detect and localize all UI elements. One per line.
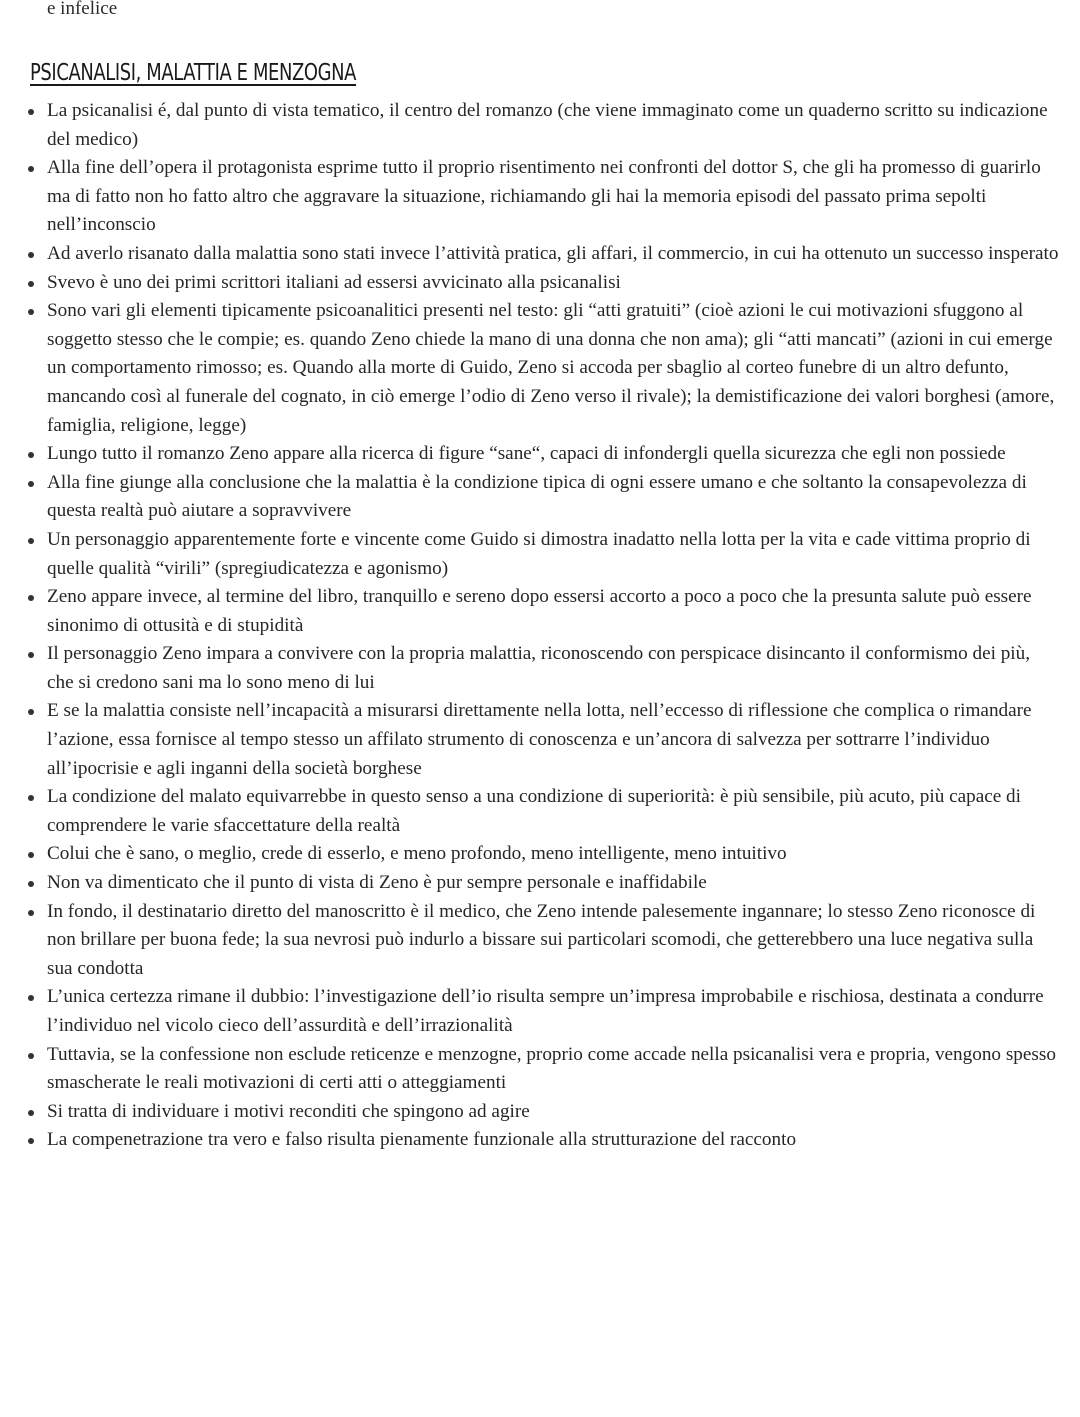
bullet-item: [20, 154, 1060, 240]
bullet-point-icon: [28, 538, 34, 544]
bullet-text: Un personaggio apparentemente forte e vincente come Guido si dimostra inadatto nella lotta per la vita e cade vittima proprio di quelle qualità “virili” (spregiudicatezza e agonismo): [47, 528, 1031, 579]
bullet-item: [20, 983, 1060, 1040]
bullet-point-icon: [28, 281, 34, 287]
bullet-point-icon: [28, 252, 34, 258]
bullet-item: [20, 783, 1060, 840]
bullet-point-icon: [28, 481, 34, 487]
bullet-point-icon: [28, 1110, 34, 1116]
bullet-text: Alla fine dell’opera il protagonista esprime tutto il proprio risentimento nei confronti del dottor S, che gli ha promesso di guarirlo ma di fatto non ho fatto altro che aggravare la situazione, richiamando gli hai la memoria episodi del passato prima sepolti nell’inconscio: [47, 157, 1041, 236]
bullet-item: [20, 583, 1060, 640]
bullet-text: La compenetrazione tra vero e falso risulta pienamente funzionale alla strutturazione del racconto: [47, 1129, 797, 1151]
bullet-point-icon: [28, 109, 34, 115]
bullet-point-icon: [28, 795, 34, 801]
bullet-item: [20, 1041, 1060, 1098]
bullet-item: [20, 1098, 1060, 1127]
bullet-text: Lungo tutto il romanzo Zeno appare alla ricerca di figure “sane“, capaci di infondergli quella sicurezza che egli non possiede: [47, 443, 1006, 465]
bullet-text: Tuttavia, se la confessione non esclude reticenze e menzogne, proprio come accade nella psicanalisi vera e propria, vengono spesso smascherate le reali motivazioni di certi atti o atteggiamenti: [47, 1043, 1056, 1094]
bullet-item: [20, 640, 1060, 697]
bullet-item: [20, 697, 1060, 783]
bullet-item: [20, 898, 1060, 984]
bullet-item: [20, 297, 1060, 440]
bullet-item: [20, 269, 1060, 298]
previous-page-fragment: e infelice: [47, 0, 118, 19]
bullet-item: [20, 1126, 1060, 1155]
bullet-text: Svevo è uno dei primi scrittori italiani ad essersi avvicinato alla psicanalisi: [47, 271, 621, 293]
bullet-item: [20, 526, 1060, 583]
section-title: PSICANALISI, MALATTIA E MENZOGNA: [30, 60, 357, 86]
bullet-text: Zeno appare invece, al termine del libro, tranquillo e sereno dopo essersi accorto a poco a poco che la presunta salute può essere sinonimo di ottusità e di stupidità: [47, 586, 1032, 636]
bullet-point-icon: [28, 452, 34, 458]
bullet-text: E se la malattia consiste nell’incapacità a misurarsi direttamente nella lotta, nell’eccesso di riflessione che complica o rimandare l’azione, essa fornisce al tempo stesso un affilato strumento di conoscenza e un’ancora di salvezza per sottrarre l’individuo all’ipocrisie e agli inganni della società borghese: [47, 700, 1032, 779]
bullet-item: [20, 440, 1060, 469]
bullet-text: L’unica certezza rimane il dubbio: l’investigazione dell’io risulta sempre un’impresa improbabile e rischiosa, destinata a condurre l’individuo nel vicolo cieco dell’assurdità e dell’irrazionalità: [47, 986, 1044, 1036]
bullet-text: Il personaggio Zeno impara a convivere con la propria malattia, riconoscendo con perspicace disincanto il conformismo dei più, che si credono sani ma lo sono meno di lui: [47, 643, 1031, 693]
bullet-point-icon: [28, 709, 34, 715]
bullet-text: Sono vari gli elementi tipicamente psicoanalitici presenti nel testo: gli “atti gratuiti” (cioè azioni le cui motivazioni sfuggono al soggetto stesso che le compie; es. quando Zeno chiede la mano di una donna che non ama); gli “atti mancati” (azioni in cui emerge un comportamento rimosso; es. Quando alla morte di Guido, Zeno si accoda per sbaglio al corteo funebre di un altro defunto, mancando così al funerale del cognato, in ciò emerge l’odio di Zeno verso il rivale); la demistificazione dei valori borghesi (amore, famiglia, religione, legge): [47, 300, 1055, 436]
bullet-list: [20, 97, 1060, 1155]
bullet-point-icon: [28, 995, 34, 1001]
bullet-item: [20, 840, 1060, 869]
bullet-item: [20, 240, 1060, 269]
bullet-point-icon: [28, 881, 34, 887]
bullet-text: Si tratta di individuare i motivi reconditi che spingono ad agire: [47, 1100, 530, 1122]
bullet-text: La psicanalisi é, dal punto di vista tematico, il centro del romanzo (che viene immaginato come un quaderno scritto su indicazione del medico): [47, 100, 1048, 150]
bullet-point-icon: [28, 309, 34, 315]
bullet-item: [20, 469, 1060, 526]
bullet-point-icon: [28, 910, 34, 916]
bullet-point-icon: [28, 852, 34, 858]
bullet-item: [20, 869, 1060, 898]
bullet-point-icon: [28, 1138, 34, 1144]
bullet-item: [20, 97, 1060, 154]
bullet-text: In fondo, il destinatario diretto del manoscritto è il medico, che Zeno intende palesemente ingannare; lo stesso Zeno riconosce di non brillare per buona fede; la sua nevrosi può indurlo a bissare sui particolari scomodi, che getterebbero una luce negativa sulla sua condotta: [47, 900, 1036, 979]
bullet-text: Ad averlo risanato dalla malattia sono stati invece l’attività pratica, gli affari, il commercio, in cui ha ottenuto un successo insperato: [47, 242, 1059, 264]
bullet-point-icon: [28, 1053, 34, 1059]
bullet-point-icon: [28, 652, 34, 658]
bullet-point-icon: [28, 595, 34, 601]
bullet-text: La condizione del malato equivarrebbe in questo senso a una condizione di superiorità: è più sensibile, più acuto, più capace di comprendere le varie sfaccettature della realtà: [47, 786, 1021, 836]
bullet-text: Colui che è sano, o meglio, crede di esserlo, e meno profondo, meno intelligente, meno intuitivo: [47, 843, 787, 865]
bullet-text: Alla fine giunge alla conclusione che la malattia è la condizione tipica di ogni essere umano e che soltanto la consapevolezza di questa realtà può aiutare a sopravvivere: [47, 471, 1027, 522]
bullet-point-icon: [28, 166, 34, 172]
bullet-text: Non va dimenticato che il punto di vista di Zeno è pur sempre personale e inaffidabile: [47, 872, 707, 894]
